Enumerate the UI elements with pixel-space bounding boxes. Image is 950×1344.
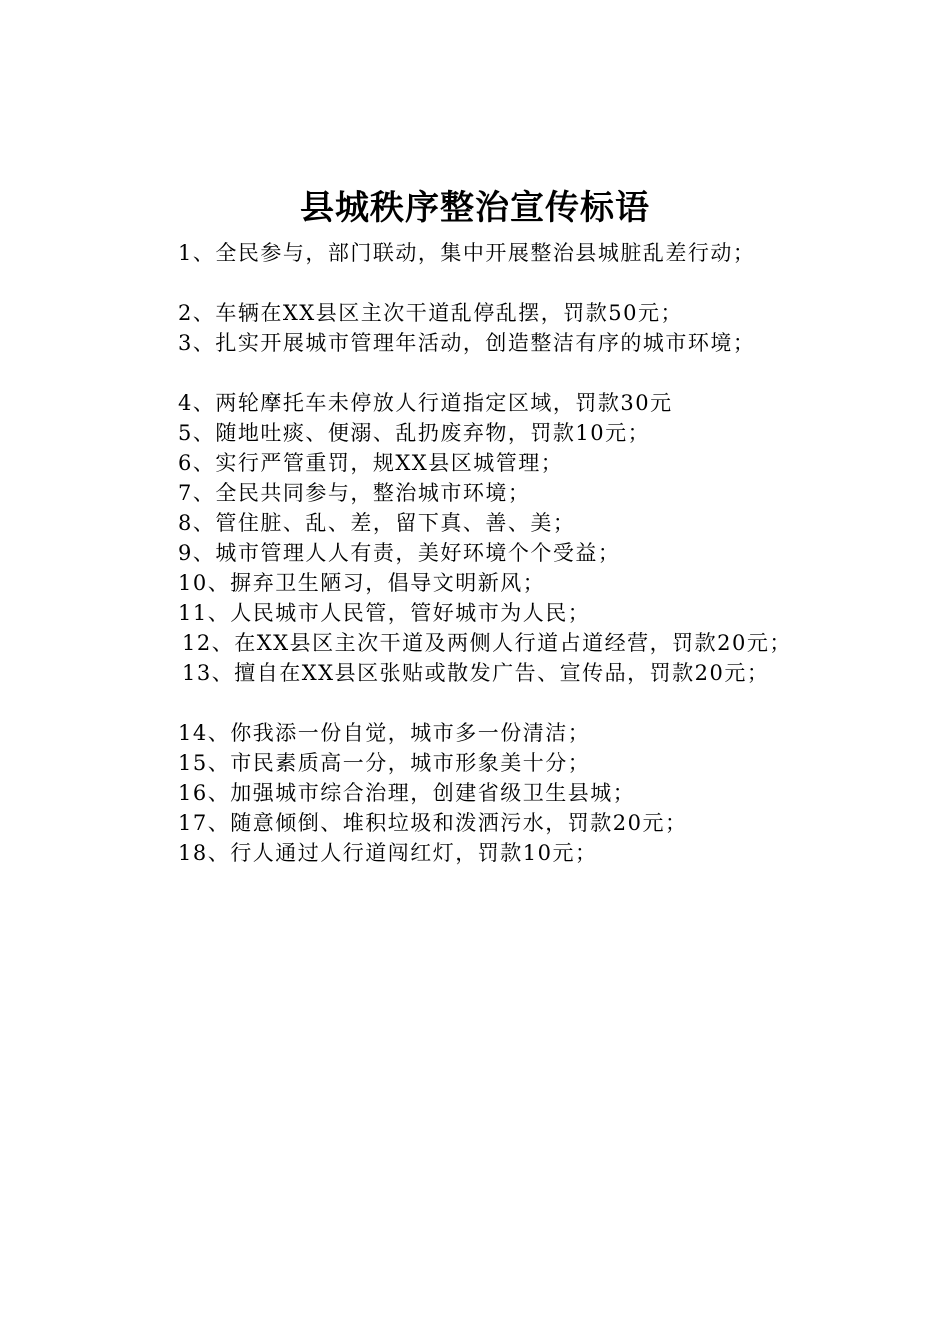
document-title: 县城秩序整治宣传标语 xyxy=(300,188,650,228)
slogan-item-17: 17、随意倾倒、堆积垃圾和泼洒污水，罚款20元； xyxy=(178,811,688,835)
slogan-item-14: 14、你我添一份自觉，城市多一份清洁； xyxy=(178,721,591,745)
slogan-item-13: 13、擅自在XX县区张贴或散发广告、宣传品，罚款20元； xyxy=(182,661,770,685)
slogan-item-6: 6、实行严管重罚，规XX县区城管理； xyxy=(178,451,564,475)
slogan-item-18: 18、行人通过人行道闯红灯，罚款10元； xyxy=(178,841,598,865)
slogan-item-1: 1、全民参与，部门联动，集中开展整治县城脏乱差行动； xyxy=(178,241,756,265)
slogan-item-15: 15、市民素质高一分，城市形象美十分； xyxy=(178,751,591,775)
slogan-item-4: 4、两轮摩托车未停放人行道指定区域，罚款30元 xyxy=(178,391,673,415)
slogan-item-16: 16、加强城市综合治理，创建省级卫生县城； xyxy=(178,781,636,805)
slogan-item-8: 8、管住脏、乱、差，留下真、善、美； xyxy=(178,511,576,535)
slogan-item-12: 12、在XX县区主次干道及两侧人行道占道经营，罚款20元； xyxy=(182,631,792,655)
slogan-item-2: 2、车辆在XX县区主次干道乱停乱摆，罚款50元； xyxy=(178,301,683,325)
slogan-item-11: 11、人民城市人民管，管好城市为人民； xyxy=(178,601,591,625)
slogan-item-3: 3、扎实开展城市管理年活动，创造整洁有序的城市环境； xyxy=(178,331,756,355)
slogan-list xyxy=(130,238,850,868)
slogan-item-7: 7、全民共同参与，整治城市环境； xyxy=(178,481,531,505)
slogan-item-10: 10、摒弃卫生陋习，倡导文明新风； xyxy=(178,571,546,595)
slogan-item-9: 9、城市管理人人有责，美好环境个个受益； xyxy=(178,541,621,565)
slogan-item-5: 5、随地吐痰、便溺、乱扔废弃物，罚款10元； xyxy=(178,421,651,445)
